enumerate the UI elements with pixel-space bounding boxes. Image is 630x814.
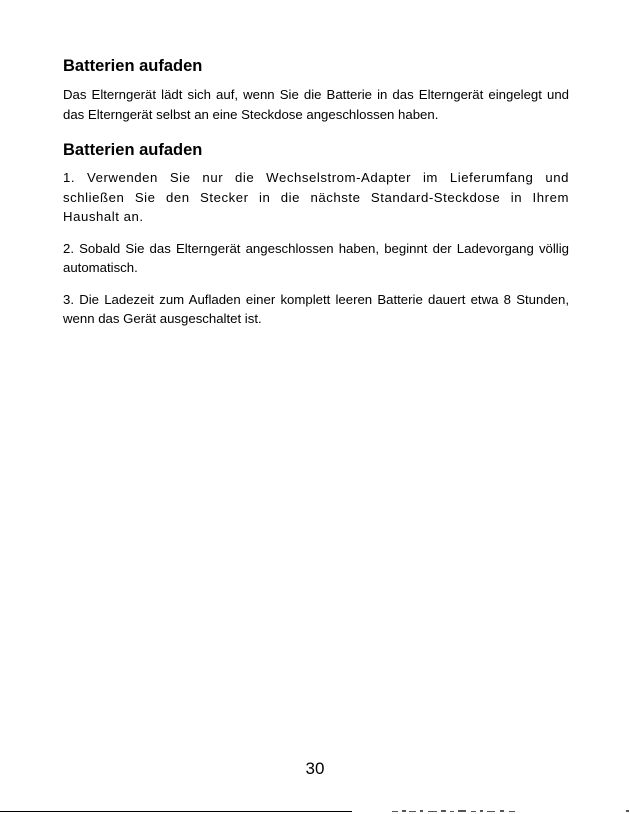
section-heading-charging-intro: Batterien aufaden [63,57,203,75]
step-3-paragraph: 3. Die Ladezeit zum Aufladen einer komplett leeren Batterie dauert etwa 8 Stunden, wenn das Gerät ausgeschaltet ist. [63,291,569,326]
page-content [63,56,569,329]
section-heading-charging-steps: Batterien aufaden [63,141,203,159]
step-1-paragraph: 1. Verwenden Sie nur die Wechselstrom-Adapter im Lieferumfang und schließen Sie den Stecker in die nächste Standard-Steckdose in Ihrem Haushalt an. [63,170,569,224]
footer-print-artifact [392,805,630,814]
step-2-paragraph: 2. Sobald Sie das Elterngerät angeschlossen haben, beginnt der Ladevorgang völlig automatisch. [63,240,569,275]
intro-paragraph: Das Elterngerät lädt sich auf, wenn Sie die Batterie in das Elterngerät eingelegt und das Elterngerät selbst an eine Steckdose angeschlossen haben. [63,87,569,122]
page-number: 30 [305,759,325,778]
footer-rule [0,811,352,812]
